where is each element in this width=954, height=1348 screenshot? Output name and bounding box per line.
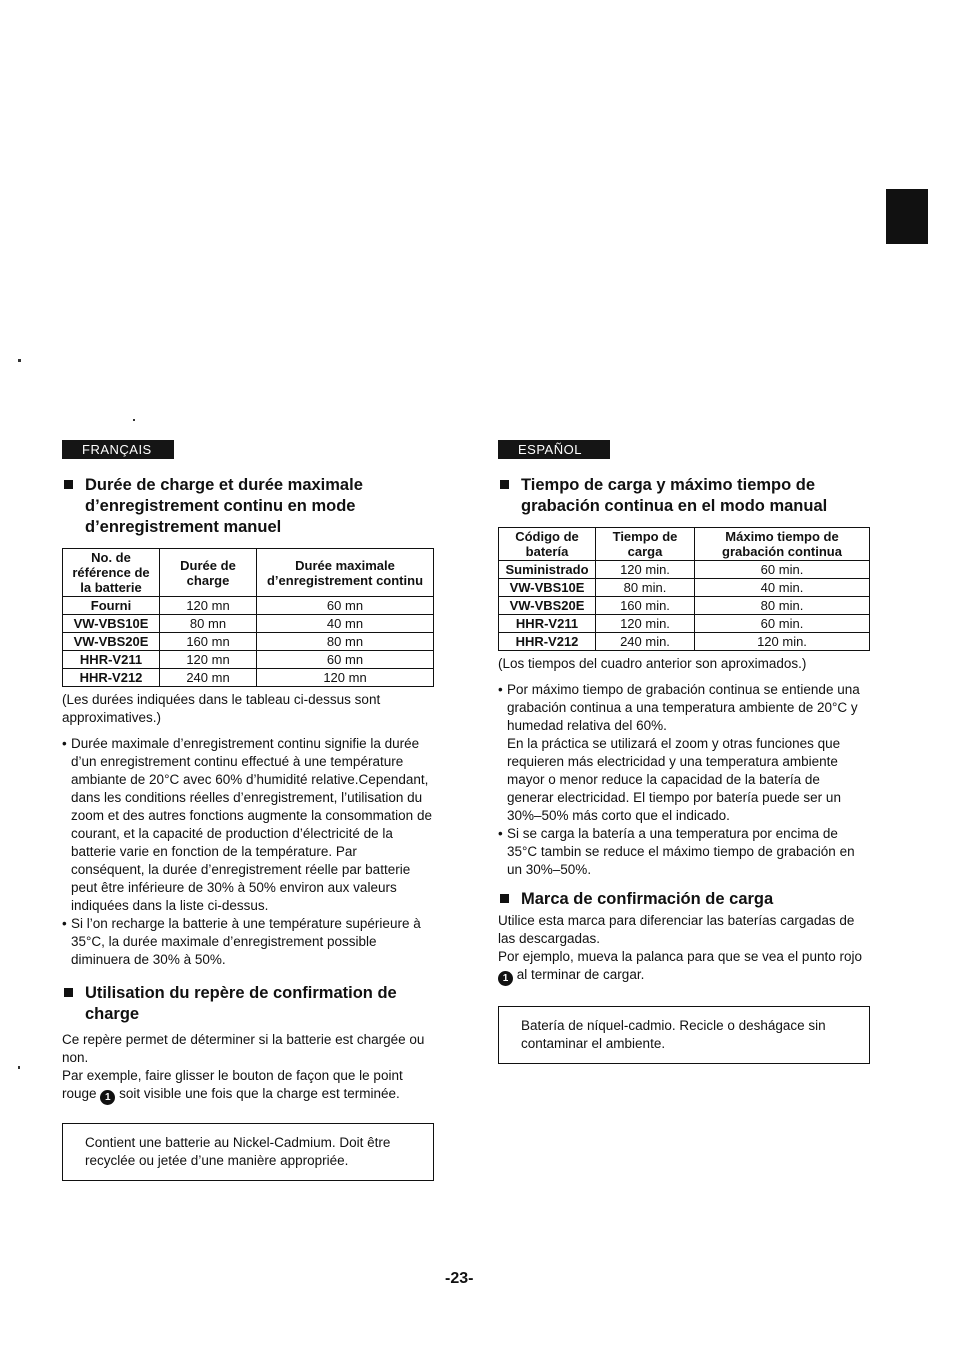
table-cell: HHR-V211	[499, 615, 596, 633]
column-header: Máximo tiempo de grabación continua	[695, 528, 870, 561]
table-row	[63, 669, 434, 687]
recycle-notice-box: Contient une batterie au Nickel-Cadmium. Doit être recyclée ou jetée d’une manière appropriée.	[62, 1123, 434, 1181]
scan-speck	[18, 359, 21, 362]
bullet-item: • Durée maximale d’enregistrement continu signifie la durée d’un enregistrement continu effectué à une température ambiante de 20°C avec 60% d’humidité relative.Cependant, dans les conditions réelles d’enregistrement, l’utilisation du zoom et des autres fonctions augmente la consommation de courant, et la capacité de production d’électricité de la batterie varie en fonction de la température. Par conséquent, la durée d’enregistrement réelle par batterie peut être inférieure de 30% à 50% environ aux valeurs indiquées dans la liste ci-dessus.	[62, 736, 432, 913]
bullet-item: • Si l’on recharge la batterie à une température supérieure à 35°C, la durée maximale d’enregistrement possible diminuera de 30% à 50%.	[62, 916, 421, 967]
battery-table	[498, 527, 870, 651]
table-cell: 80 mn	[257, 633, 434, 651]
table-cell: 60 min.	[695, 561, 870, 579]
table-cell: 120 min.	[695, 633, 870, 651]
table-row	[499, 615, 870, 633]
column-header: No. de référence de la batterie	[63, 549, 160, 597]
column-header: Código de batería	[499, 528, 596, 561]
table-cell: VW-VBS10E	[499, 579, 596, 597]
table-row	[499, 579, 870, 597]
french-column	[62, 440, 434, 1181]
table-cell: 240 mn	[160, 669, 257, 687]
bullet-item: • Por máximo tiempo de grabación continua se entiende una grabación continua a una temperatura ambiente de 20°C y humedad relativa del 60%. En la práctica se utilizará el zoom y otras funciones que requieren más electricidad y una temperatura ambiente mayor o menor reduce la capacidad de la batería de generar electricidad. El tiempo por batería puede ser un 30%–50% más corto que el indicado.	[498, 682, 860, 823]
table-cell: 80 min.	[596, 579, 695, 597]
table-cell: 60 mn	[257, 597, 434, 615]
column-header: Durée maximale d’enregistrement continu	[257, 549, 434, 597]
table-cell: 60 min.	[695, 615, 870, 633]
language-label: FRANÇAIS	[62, 440, 174, 459]
table-cell: HHR-V212	[63, 669, 160, 687]
language-label: ESPAÑOL	[498, 440, 610, 459]
spanish-column	[498, 440, 870, 1064]
table-cell: VW-VBS10E	[63, 615, 160, 633]
table-cell: VW-VBS20E	[63, 633, 160, 651]
bullet-dot-icon: •	[62, 736, 67, 751]
square-bullet-icon	[64, 988, 73, 997]
table-cell: 120 mn	[257, 669, 434, 687]
table-cell: 60 mn	[257, 651, 434, 669]
paragraph: Utilice esta marca para diferenciar las baterías cargadas de las descargadas.	[498, 913, 855, 946]
table-cell: Fourni	[63, 597, 160, 615]
paragraph: Par exemple, faire glisser le bouton de façon que le point rouge 1 soit visible une fois que la charge est terminée.	[62, 1068, 403, 1103]
bullet-dot-icon: •	[498, 682, 503, 697]
square-bullet-icon	[500, 894, 509, 903]
scan-speck	[133, 419, 135, 421]
page-edge-tab	[886, 189, 928, 244]
table-cell: 80 min.	[695, 597, 870, 615]
scan-speck	[18, 1066, 20, 1069]
table-cell: 40 mn	[257, 615, 434, 633]
table-note: (Los tiempos del cuadro anterior son aproximados.)	[498, 656, 807, 671]
table-row	[499, 561, 870, 579]
section-title-charge-marker: Utilisation du repère de confirmation de charge	[62, 983, 434, 1025]
table-row	[63, 633, 434, 651]
square-bullet-icon	[500, 480, 509, 489]
bullet-item: • Si se carga la batería a una temperatura por encima de 35°C tambin se reduce el máximo tiempo de grabación en un 30%–50%.	[498, 826, 855, 877]
section-title-charge-time: Durée de charge et durée maximale d’enregistrement continu en mode d’enregistrement manuel	[62, 475, 434, 538]
table-row	[63, 651, 434, 669]
square-bullet-icon	[64, 480, 73, 489]
column-header: Tiempo de carga	[596, 528, 695, 561]
table-cell: 240 min.	[596, 633, 695, 651]
table-row	[499, 597, 870, 615]
table-row	[63, 615, 434, 633]
table-cell: VW-VBS20E	[499, 597, 596, 615]
page-number: -23-	[445, 1270, 474, 1287]
table-cell: 160 mn	[160, 633, 257, 651]
section-title-charge-time: Tiempo de carga y máximo tiempo de grabación continua en el modo manual	[498, 475, 870, 517]
table-row	[499, 633, 870, 651]
bullet-dot-icon: •	[498, 826, 503, 841]
table-cell: Suministrado	[499, 561, 596, 579]
table-cell: 80 mn	[160, 615, 257, 633]
paragraph: Por ejemplo, mueva la palanca para que se vea el punto rojo 1 al terminar de cargar.	[498, 949, 862, 984]
marker-1-icon: 1	[100, 1090, 115, 1105]
marker-1-icon: 1	[498, 971, 513, 986]
battery-table	[62, 548, 434, 687]
table-cell: 120 min.	[596, 615, 695, 633]
table-cell: HHR-V211	[63, 651, 160, 669]
paragraph: Ce repère permet de déterminer si la batterie est chargée ou non.	[62, 1032, 425, 1065]
table-note: (Les durées indiquées dans le tableau ci-dessus sont approximatives.)	[62, 692, 381, 725]
table-row	[63, 597, 434, 615]
table-cell: 120 mn	[160, 597, 257, 615]
table-cell: 160 min.	[596, 597, 695, 615]
table-cell: HHR-V212	[499, 633, 596, 651]
section-title-charge-marker: Marca de confirmación de carga	[498, 889, 870, 910]
bullet-dot-icon: •	[62, 916, 67, 931]
table-cell: 120 mn	[160, 651, 257, 669]
table-cell: 40 min.	[695, 579, 870, 597]
table-cell: 120 min.	[596, 561, 695, 579]
recycle-notice-box: Batería de níquel-cadmio. Recicle o deshágace sin contaminar el ambiente.	[498, 1006, 870, 1064]
column-header: Durée de charge	[160, 549, 257, 597]
